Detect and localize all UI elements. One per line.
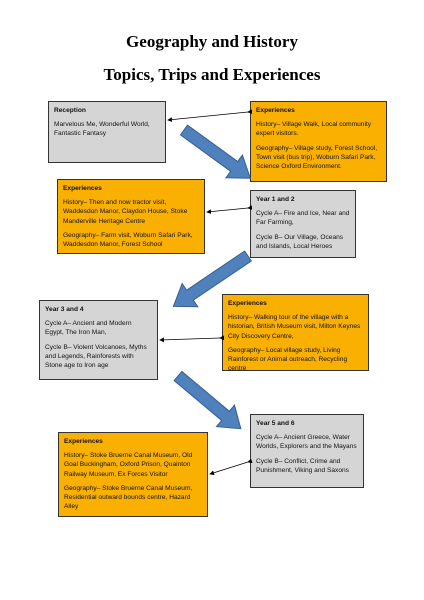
flow-arrow-year12-to-year34 xyxy=(166,244,256,318)
year-1-2-cycle-a: Cycle A– Fire and Ice, Near and Far Farming, xyxy=(256,210,350,227)
reception-topics: Marvelous Me, Wonderful World, Fantastic Fantasy xyxy=(54,121,150,138)
experiences-heading-1: Experiences xyxy=(256,107,295,114)
experiences-geography-1: Geography– Village study, Forest School, Town visit (bus trip), Woburn Safari Park, Science Oxford Environment. xyxy=(256,144,378,171)
experiences-history-2: History– Then and now tractor visit, Waddesdon Manor, Claydon House, Stoke Manderville Heritage Centre xyxy=(63,199,188,225)
experiences-geography-3: Geography– Local village study, Living Rainforest or Animal outreach, Recycling centre xyxy=(228,346,348,373)
year-5-6-cycle-a: Cycle A– Ancient Greece, Water Worlds, Explorers and the Mayans xyxy=(256,434,357,451)
year-1-2-cycle-b: Cycle B– Our Village, Oceans and Islands, Local Heroes xyxy=(256,233,344,250)
year-3-4-cycle-b: Cycle B– Violent Volcanoes, Myths and Legends, Rainforests with Stone age to Iron age xyxy=(45,343,147,370)
experiences-heading-4: Experiences xyxy=(64,438,103,445)
diagram-title-line2: Topics, Trips and Experiences xyxy=(103,65,321,84)
flow-arrow-year34-to-year56 xyxy=(169,365,250,439)
double-arrow-year12-experiences xyxy=(207,208,248,212)
flow-arrow-reception-to-year12 xyxy=(176,119,259,190)
experiences-geography-2: Geography– Farm visit, Woburn Safari Park, Waddesdon Manor, Forest School xyxy=(63,231,193,249)
experiences-history-4: History– Stoke Bruerne Canal Museum, Old Goal Buckingham, Oxford Prison, Quainton Railway Museum, Ex Forces Visitor xyxy=(64,452,193,478)
experiences-history-3: History– Walking tour of the village with a historian, British Museum visit, Milton Keynes City Discovery Centre, xyxy=(228,314,361,340)
experiences-geography-4: Geography– Stoke Bruerne Canal Museum, Residential outward bounds centre, Hazard Alley xyxy=(64,484,193,511)
double-arrow-year56-experiences xyxy=(210,462,248,474)
year-1-2-heading: Year 1 and 2 xyxy=(256,196,295,203)
reception-heading: Reception xyxy=(54,107,86,114)
diagram-title-line1: Geography and History xyxy=(126,32,298,51)
double-arrow-year34-experiences xyxy=(160,338,220,340)
experiences-heading-3: Experiences xyxy=(228,300,267,307)
year-3-4-cycle-a: Cycle A– Ancient and Modern Egypt, The Iron Man, xyxy=(45,320,132,337)
year-5-6-heading: Year 5 and 6 xyxy=(256,420,295,427)
experiences-heading-2: Experiences xyxy=(63,185,102,192)
double-arrow-reception-experiences xyxy=(168,112,248,120)
year-5-6-cycle-b: Cycle B– Conflict, Crime and Punishment, Viking and Saxons xyxy=(256,457,349,474)
year-3-4-heading: Year 3 and 4 xyxy=(45,306,84,313)
experiences-history-1: History– Village Walk, Local community expert visitors. xyxy=(256,121,372,138)
